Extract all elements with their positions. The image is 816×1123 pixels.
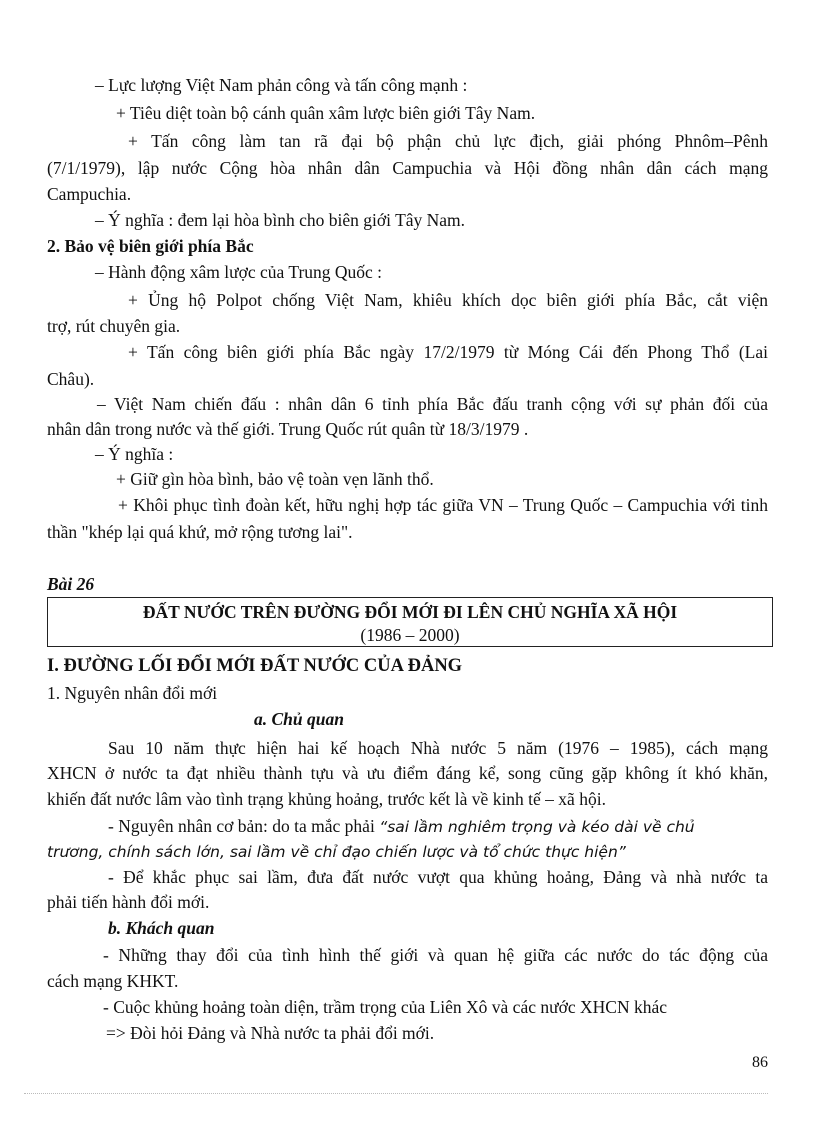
text-line: + Tấn công biên giới phía Bắc ngày 17/2/1979 từ Móng Cái đến Phong Thổ (Lai bbox=[128, 342, 768, 362]
text-line: thần "khép lại quá khứ, mở rộng tương lai". bbox=[47, 522, 353, 542]
subheading-subjective: a. Chủ quan bbox=[254, 709, 344, 729]
subheading-objective: b. Khách quan bbox=[108, 918, 215, 938]
text-line: – Việt Nam chiến đấu : nhân dân 6 tỉnh phía Bắc đấu tranh cộng với sự phản đối của bbox=[97, 394, 768, 414]
text-line: Châu). bbox=[47, 369, 95, 389]
cause-line bbox=[47, 840, 626, 863]
lesson-title-box bbox=[47, 597, 773, 647]
cause-quote: “sai lầm nghiêm trọng và kéo dài về chủ bbox=[379, 818, 695, 836]
paragraph-line: Sau 10 năm thực hiện hai kế hoạch Nhà nước 5 năm (1976 – 1985), cách mạng bbox=[108, 738, 768, 758]
text-line: + Ủng hộ Polpot chống Việt Nam, khiêu khích dọc biên giới phía Bắc, cắt viện bbox=[128, 290, 768, 310]
section-heading: I. ĐƯỜNG LỐI ĐỔI MỚI ĐẤT NƯỚC CỦA ĐẢNG bbox=[47, 656, 463, 676]
paragraph-line: - Cuộc khủng hoảng toàn diện, trầm trọng của Liên Xô và các nước XHCN khác bbox=[103, 997, 667, 1017]
text-line: nhân dân trong nước và thế giới. Trung Quốc rút quân từ 18/3/1979 . bbox=[47, 419, 529, 439]
subsection-heading: 1. Nguyên nhân đổi mới bbox=[47, 683, 218, 703]
bottom-divider bbox=[24, 1093, 768, 1094]
cause-line bbox=[108, 815, 695, 838]
page-number: 86 bbox=[752, 1054, 768, 1071]
text-line: – Ý nghĩa : đem lại hòa bình cho biên giới Tây Nam. bbox=[95, 210, 466, 230]
cause-quote: trương, chính sách lớn, sai lầm về chỉ đạo chiến lược và tổ chức thực hiện” bbox=[47, 843, 626, 861]
paragraph-line: phải tiến hành đổi mới. bbox=[47, 892, 210, 912]
text-line: – Hành động xâm lược của Trung Quốc : bbox=[95, 262, 383, 282]
text-line: trợ, rút chuyên gia. bbox=[47, 316, 181, 336]
paragraph-line: khiến đất nước lâm vào tình trạng khủng hoảng, trước kết là về kinh tế – xã hội. bbox=[47, 789, 606, 809]
text-line: + Khôi phục tình đoàn kết, hữu nghị hợp tác giữa VN – Trung Quốc – Campuchia với tinh bbox=[118, 495, 768, 515]
text-line: Campuchia. bbox=[47, 184, 132, 204]
lesson-label: Bài 26 bbox=[47, 574, 95, 594]
text-line: – Ý nghĩa : bbox=[95, 444, 174, 464]
text-line: – Lực lượng Việt Nam phản công và tấn công mạnh : bbox=[95, 75, 468, 95]
paragraph-line: - Những thay đổi của tình hình thế giới và quan hệ giữa các nước do tác động của bbox=[103, 945, 768, 965]
section-heading-2: 2. Bảo vệ biên giới phía Bắc bbox=[47, 236, 254, 256]
text-line: + Tấn công làm tan rã đại bộ phận chủ lực địch, giải phóng Phnôm–Pênh bbox=[128, 131, 768, 151]
text-line: + Giữ gìn hòa bình, bảo vệ toàn vẹn lãnh thổ. bbox=[116, 469, 434, 489]
text-line: + Tiêu diệt toàn bộ cánh quân xâm lược biên giới Tây Nam. bbox=[116, 103, 536, 123]
paragraph-line: => Đòi hỏi Đảng và Nhà nước ta phải đổi mới. bbox=[106, 1023, 435, 1043]
paragraph-line: - Để khắc phục sai lầm, đưa đất nước vượt qua khủng hoảng, Đảng và nhà nước ta bbox=[108, 867, 768, 887]
text-line: (7/1/1979), lập nước Cộng hòa nhân dân Campuchia và Hội đồng nhân dân cách mạng bbox=[47, 158, 768, 178]
paragraph-line: cách mạng KHKT. bbox=[47, 971, 179, 991]
lesson-title: ĐẤT NƯỚC TRÊN ĐƯỜNG ĐỔI MỚI ĐI LÊN CHỦ NGHĨA XÃ HỘI bbox=[142, 602, 678, 622]
paragraph-line: XHCN ở nước ta đạt nhiều thành tựu và ưu điểm đáng kể, song cũng gặp không ít khó khăn, bbox=[47, 763, 768, 783]
cause-prefix: - Nguyên nhân cơ bản: do ta mắc phải bbox=[108, 816, 380, 836]
lesson-period: (1986 – 2000) bbox=[360, 625, 460, 645]
